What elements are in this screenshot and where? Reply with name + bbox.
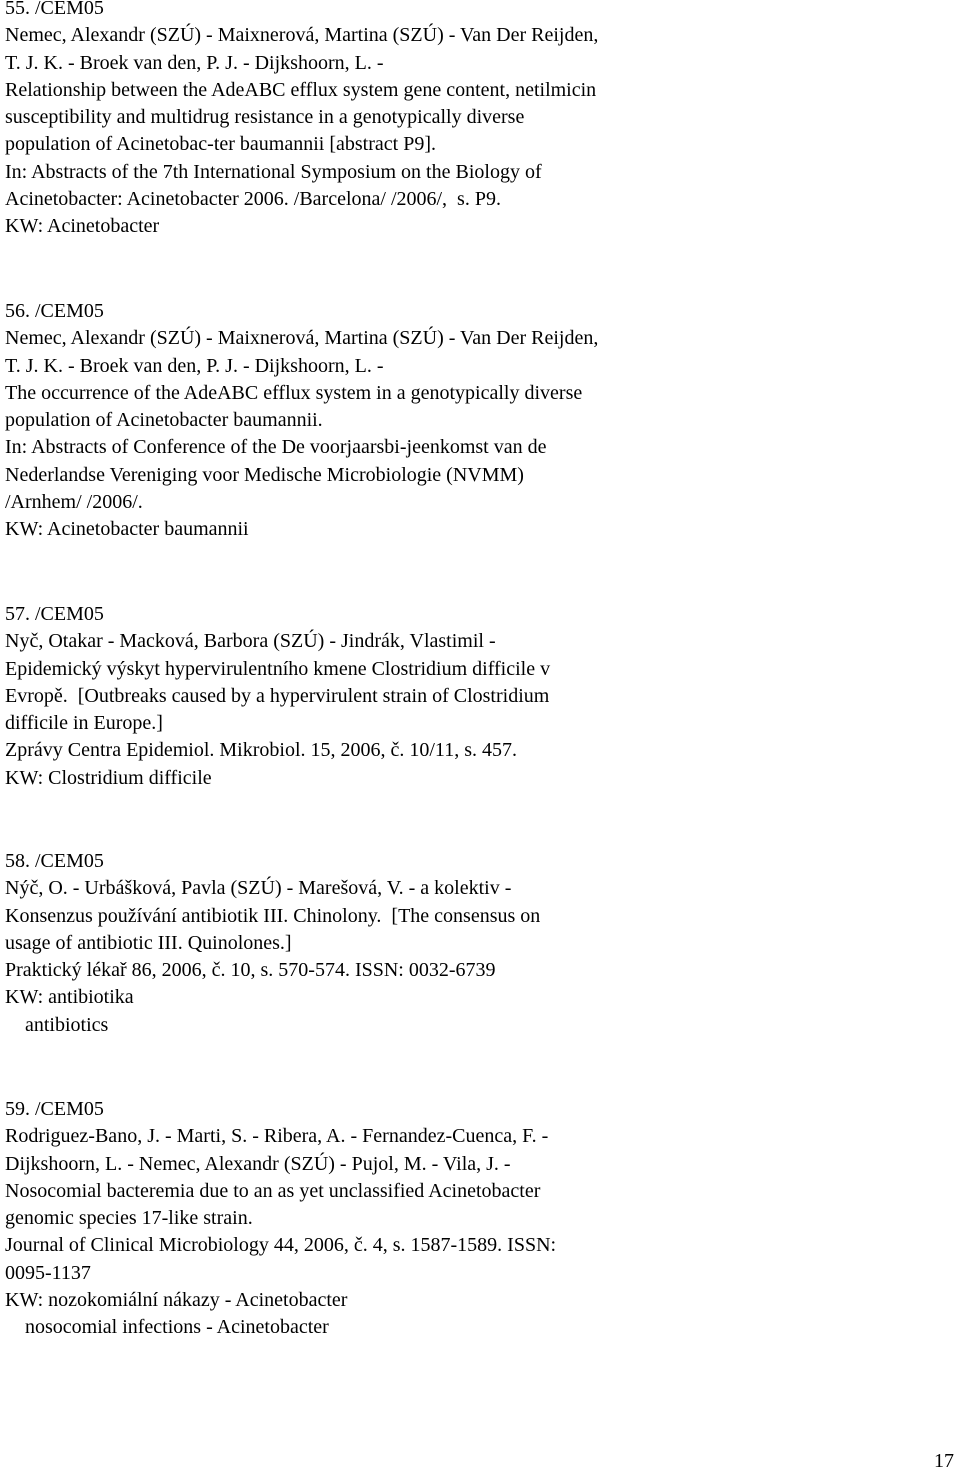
entry-56 bbox=[5, 298, 955, 544]
title-line: susceptibility and multidrug resistance in a genotypically diverse bbox=[5, 106, 525, 129]
entry-58 bbox=[5, 848, 955, 1039]
title-line: difficile in Europe.] bbox=[5, 712, 163, 735]
authors-line: Nyč, Otakar - Macková, Barbora (SZÚ) - Jindrák, Vlastimil - bbox=[5, 630, 496, 653]
entry-number: 56. /CEM05 bbox=[5, 300, 104, 322]
title-line: usage of antibiotic III. Quinolones.] bbox=[5, 931, 292, 954]
title-line: The occurrence of the AdeABC efflux system in a genotypically diverse bbox=[5, 381, 583, 404]
keywords-line: nosocomial infections - Acinetobacter bbox=[5, 1316, 329, 1339]
source-line: Journal of Clinical Microbiology 44, 2006, č. 4, s. 1587-1589. ISSN: bbox=[5, 1234, 557, 1257]
keywords-line: KW: Acinetobacter bbox=[5, 215, 160, 238]
page-number: 17 bbox=[934, 1450, 954, 1472]
keywords-line: KW: antibiotika bbox=[5, 986, 134, 1009]
authors-line: Nemec, Alexandr (SZÚ) - Maixnerová, Martina (SZÚ) - Van Der Reijden, bbox=[5, 24, 599, 47]
keywords-line: antibiotics bbox=[5, 1013, 109, 1036]
authors-line: Rodriguez-Bano, J. - Marti, S. - Ribera, A. - Fernandez-Cuenca, F. - bbox=[5, 1125, 549, 1148]
entry-number: 58. /CEM05 bbox=[5, 850, 104, 872]
title-line: Nosocomial bacteremia due to an as yet unclassified Acinetobacter bbox=[5, 1179, 541, 1202]
entry-number: 59. /CEM05 bbox=[5, 1098, 104, 1120]
title-line: Evropě. [Outbreaks caused by a hypervirulent strain of Clostridium bbox=[5, 684, 550, 707]
source-line: Nederlandse Vereniging voor Medische Microbiologie (NVMM) bbox=[5, 463, 524, 486]
entry-number: 57. /CEM05 bbox=[5, 603, 104, 625]
source-line: Zprávy Centra Epidemiol. Mikrobiol. 15, 2006, č. 10/11, s. 457. bbox=[5, 739, 517, 762]
source-line: Acinetobacter: Acinetobacter 2006. /Barcelona/ /2006/, s. P9. bbox=[5, 188, 501, 211]
title-line: Relationship between the AdeABC efflux system gene content, netilmicin bbox=[5, 78, 597, 101]
authors-line: T. J. K. - Broek van den, P. J. - Dijkshoorn, L. - bbox=[5, 51, 384, 74]
entry-59 bbox=[5, 1096, 955, 1342]
source-line: Praktický lékař 86, 2006, č. 10, s. 570-574. ISSN: 0032-6739 bbox=[5, 959, 496, 982]
title-line: genomic species 17-like strain. bbox=[5, 1207, 253, 1230]
keywords-line: KW: nozokomiální nákazy - Acinetobacter bbox=[5, 1289, 348, 1312]
authors-line: Dijkshoorn, L. - Nemec, Alexandr (SZÚ) - Pujol, M. - Vila, J. - bbox=[5, 1152, 511, 1175]
title-line: population of Acinetobac-ter baumannii [abstract P9]. bbox=[5, 133, 436, 156]
entry-57 bbox=[5, 601, 955, 792]
source-line: In: Abstracts of the 7th International Symposium on the Biology of bbox=[5, 160, 542, 183]
authors-line: T. J. K. - Broek van den, P. J. - Dijkshoorn, L. - bbox=[5, 354, 384, 377]
source-line: In: Abstracts of Conference of the De voorjaarsbi-jeenkomst van de bbox=[5, 436, 547, 459]
keywords-line: KW: Acinetobacter baumannii bbox=[5, 518, 249, 541]
source-line: /Arnhem/ /2006/. bbox=[5, 491, 143, 514]
authors-line: Nemec, Alexandr (SZÚ) - Maixnerová, Martina (SZÚ) - Van Der Reijden, bbox=[5, 327, 599, 350]
keywords-line: KW: Clostridium difficile bbox=[5, 766, 212, 789]
entry-55 bbox=[5, 0, 955, 241]
title-line: Konsenzus používání antibiotik III. Chinolony. [The consensus on bbox=[5, 904, 541, 927]
title-line: Epidemický výskyt hypervirulentního kmene Clostridium difficile v bbox=[5, 657, 551, 680]
authors-line: Nýč, O. - Urbášková, Pavla (SZÚ) - Marešová, V. - a kolektiv - bbox=[5, 877, 512, 900]
title-line: population of Acinetobacter baumannii. bbox=[5, 409, 323, 432]
entry-number: 55. /CEM05 bbox=[5, 0, 104, 19]
source-line: 0095-1137 bbox=[5, 1261, 91, 1284]
